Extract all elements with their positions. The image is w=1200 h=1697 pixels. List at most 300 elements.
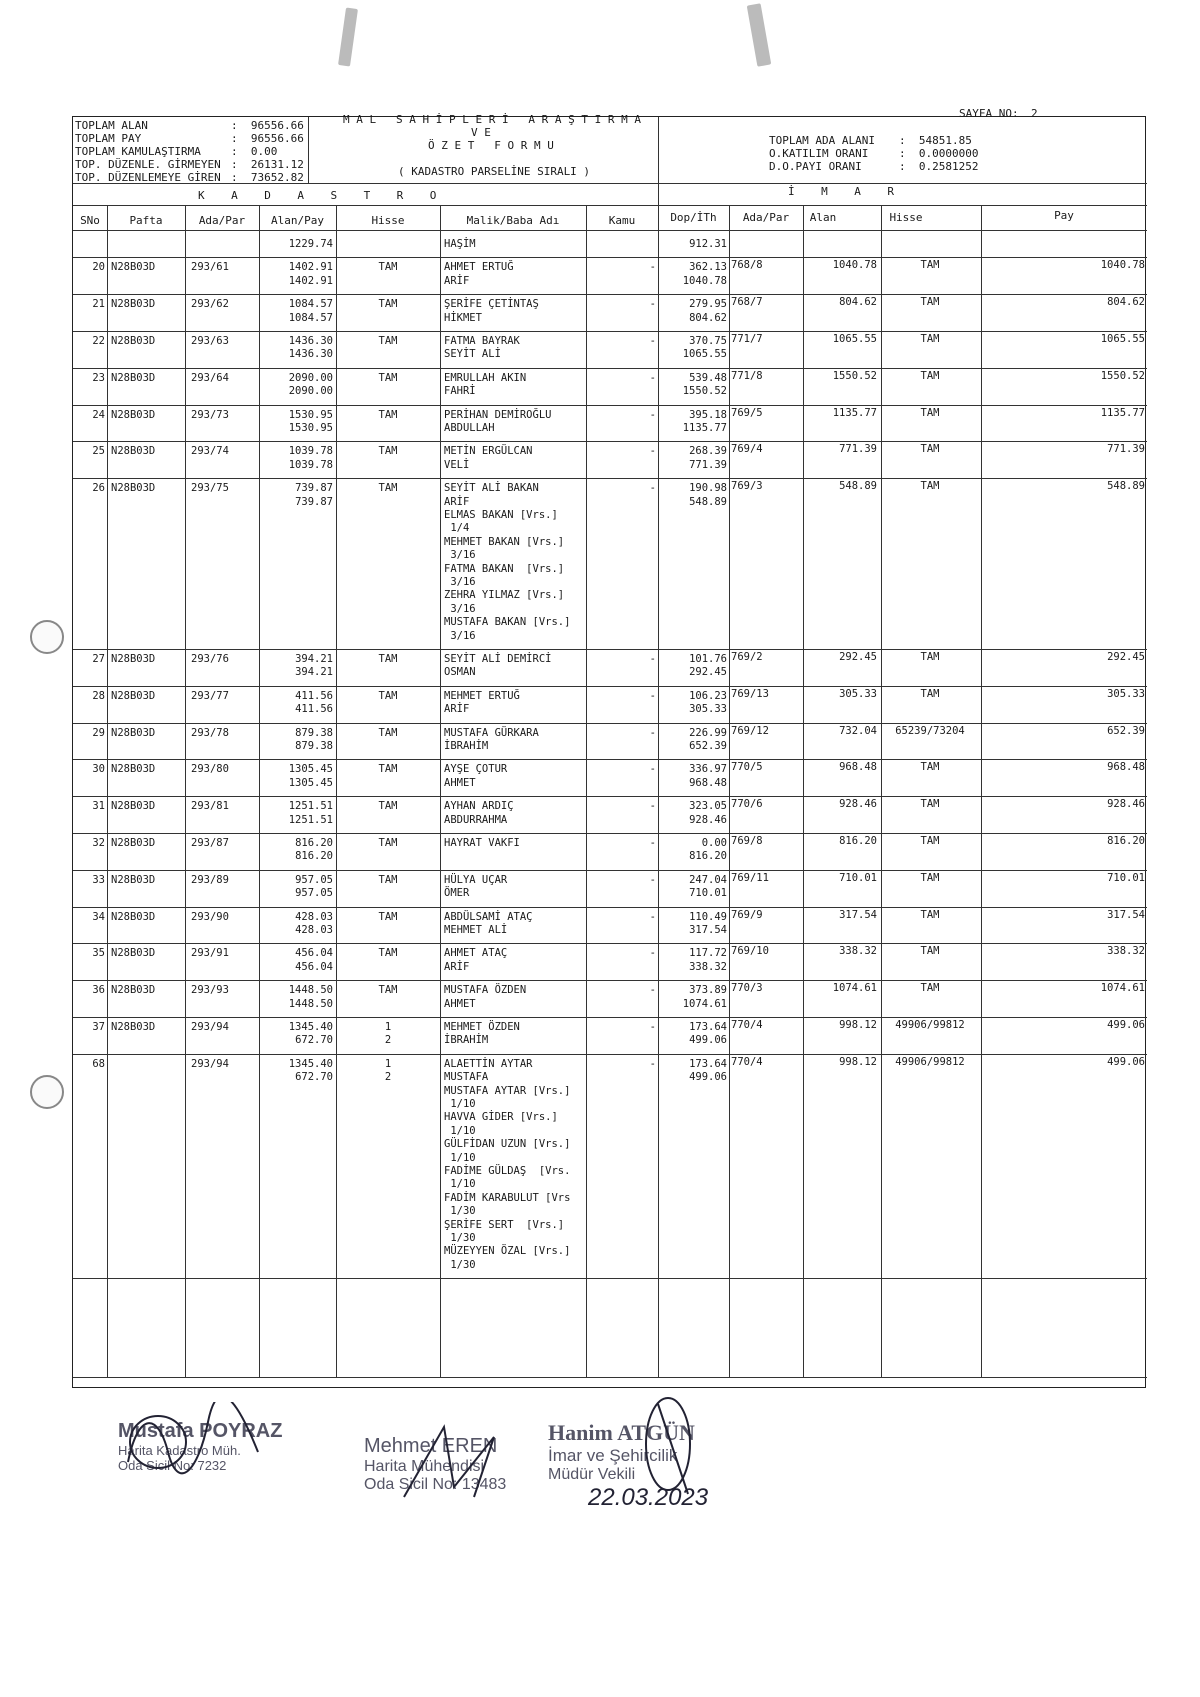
cell-sno: 35 bbox=[92, 947, 105, 960]
cell-iadapar: 769/5 bbox=[731, 406, 763, 419]
cell-iadapar: 770/4 bbox=[731, 1019, 763, 1031]
ada-info-label-1: O.KATILIM ORANI bbox=[769, 147, 869, 160]
cell-malik: FATMA BAYRAK SEYİT ALİ bbox=[444, 335, 520, 361]
table-row bbox=[73, 980, 1147, 1017]
table-row bbox=[73, 796, 1147, 833]
table-row bbox=[73, 649, 1147, 686]
cell-pafta: N28B03D bbox=[111, 873, 156, 886]
cell-sno: 27 bbox=[92, 653, 105, 665]
cell-pafta: N28B03D bbox=[111, 408, 156, 421]
cell-adapar: 293/90 bbox=[191, 910, 229, 923]
cell-malik: HAYRAT VAKFI bbox=[444, 837, 520, 849]
cell-kamu: - bbox=[649, 837, 656, 849]
cell-ialan: 998.12 bbox=[839, 1019, 877, 1031]
cell-iadapar: 770/6 bbox=[731, 798, 763, 811]
cell-malik: AYHAN ARDIÇ ABDURRAHMA bbox=[444, 800, 514, 826]
col-header-imar-pay: Pay bbox=[1054, 209, 1074, 222]
cell-alanpay: 739.87 739.87 bbox=[295, 482, 333, 508]
summary-value-0: : 96556.66 bbox=[231, 119, 304, 132]
cell-adapar: 293/94 bbox=[191, 1057, 229, 1070]
cell-iadapar: 769/8 bbox=[731, 835, 763, 847]
cell-sno: 32 bbox=[92, 837, 105, 849]
summary-values bbox=[231, 119, 304, 184]
cell-ipay: 928.46 bbox=[1107, 798, 1145, 811]
cell-sno: 68 bbox=[92, 1057, 105, 1070]
form-title-line3: Ö Z E T F O R M U bbox=[428, 139, 554, 152]
cell-kamu: - bbox=[649, 653, 656, 665]
table-row bbox=[73, 234, 1147, 257]
cell-alanpay: 1305.45 1305.45 bbox=[288, 763, 333, 789]
summary-value-2: : 0.00 bbox=[231, 145, 278, 158]
cell-kamu: - bbox=[649, 763, 656, 776]
cell-adapar: 293/80 bbox=[191, 763, 229, 776]
punch-hole-bottom bbox=[30, 1075, 64, 1109]
cell-ipay: 499.06 bbox=[1107, 1055, 1145, 1068]
cell-kamu: - bbox=[649, 371, 656, 384]
cell-adapar: 293/62 bbox=[191, 298, 229, 311]
table-row bbox=[73, 907, 1147, 944]
staple-mark-right bbox=[747, 3, 772, 66]
cell-alanpay: 1402.91 1402.91 bbox=[288, 261, 333, 287]
cell-hisse: TAM bbox=[378, 763, 398, 776]
cell-malik: MUSTAFA ÖZDEN AHMET bbox=[444, 984, 527, 1010]
cell-pafta: N28B03D bbox=[111, 763, 156, 776]
cell-kamu: - bbox=[649, 408, 656, 421]
cell-alanpay: 1436.30 1436.30 bbox=[288, 335, 333, 361]
column-header-divider bbox=[73, 230, 1147, 231]
cell-ihisse: TAM bbox=[920, 687, 940, 700]
cell-hisse: TAM bbox=[378, 910, 398, 923]
cell-malik: AHMET ATAÇ ARİF bbox=[444, 947, 508, 973]
cell-dop: 117.72 338.32 bbox=[689, 947, 727, 973]
cell-hisse: TAM bbox=[378, 947, 398, 960]
col-header-imar-alan: Alan bbox=[809, 211, 837, 224]
cell-alanpay: 1084.57 1084.57 bbox=[288, 298, 333, 324]
cell-ialan: 710.01 bbox=[839, 871, 877, 884]
cell-ihisse: TAM bbox=[920, 259, 940, 272]
cell-pafta: N28B03D bbox=[111, 335, 156, 347]
cell-adapar: 293/64 bbox=[191, 371, 229, 384]
col-header-sno: SNo bbox=[80, 214, 100, 227]
cell-ihisse: TAM bbox=[920, 798, 940, 811]
cell-kamu: - bbox=[649, 261, 656, 274]
cell-dop: 336.97 968.48 bbox=[689, 763, 727, 789]
cell-malik: SEYİT ALİ DEMİRCİ OSMAN bbox=[444, 653, 552, 679]
cell-sno: 23 bbox=[92, 371, 105, 384]
summary-value-3: : 26131.12 bbox=[231, 158, 304, 171]
cell-iadapar: 771/8 bbox=[731, 369, 763, 382]
section-divider bbox=[73, 205, 1147, 206]
cell-ipay: 548.89 bbox=[1107, 480, 1145, 493]
cell-sno: 28 bbox=[92, 689, 105, 702]
cell-ihisse: TAM bbox=[920, 982, 940, 995]
summary-label-3: TOP. DÜZENLE. GİRMEYEN bbox=[75, 158, 221, 171]
cell-ialan: 998.12 bbox=[839, 1055, 877, 1068]
header-separator-left bbox=[308, 117, 309, 183]
cell-sno: 22 bbox=[92, 335, 105, 347]
cell-dop: 0.00 816.20 bbox=[689, 837, 727, 863]
cell-dop: 539.48 1550.52 bbox=[682, 371, 727, 398]
cell-adapar: 293/81 bbox=[191, 800, 229, 813]
table-row bbox=[73, 1054, 1147, 1278]
cell-kamu: - bbox=[649, 445, 656, 458]
cell-adapar: 293/75 bbox=[191, 482, 229, 495]
cell-ihisse: TAM bbox=[920, 296, 940, 309]
cell-adapar: 293/73 bbox=[191, 408, 229, 421]
cell-dop: 101.76 292.45 bbox=[689, 653, 727, 679]
cell-iadapar: 769/10 bbox=[731, 945, 769, 958]
signature-1-scribble bbox=[118, 1402, 298, 1482]
cell-ihisse: TAM bbox=[920, 651, 940, 663]
cell-kamu: - bbox=[649, 984, 656, 997]
cell-kamu: - bbox=[649, 1057, 656, 1070]
cell-malik: AYŞE ÇOTUR AHMET bbox=[444, 763, 508, 789]
cell-pafta: N28B03D bbox=[111, 445, 156, 458]
cell-ihisse: TAM bbox=[920, 945, 940, 958]
cell-dop: 323.05 928.46 bbox=[689, 800, 727, 826]
cell-iadapar: 769/3 bbox=[731, 480, 763, 493]
cell-iadapar: 769/13 bbox=[731, 687, 769, 700]
cell-dop: 268.39 771.39 bbox=[689, 445, 727, 471]
cell-sno: 24 bbox=[92, 408, 105, 421]
cell-malik: MUSTAFA GÜRKARA İBRAHİM bbox=[444, 726, 539, 752]
table-bottom-line bbox=[73, 1377, 1147, 1378]
cell-malik: ŞERİFE ÇETİNTAŞ HİKMET bbox=[444, 298, 539, 324]
cell-adapar: 293/93 bbox=[191, 984, 229, 997]
cell-alanpay: 957.05 957.05 bbox=[295, 873, 333, 900]
table-row bbox=[73, 331, 1147, 368]
summary-labels bbox=[75, 119, 221, 184]
cell-hisse: TAM bbox=[378, 837, 398, 849]
table-row bbox=[73, 870, 1147, 907]
cell-alanpay: 1448.50 1448.50 bbox=[288, 984, 333, 1010]
header-divider bbox=[73, 183, 1147, 184]
ada-info-values bbox=[899, 134, 978, 173]
cell-adapar: 293/74 bbox=[191, 445, 229, 458]
cell-ialan: 1040.78 bbox=[832, 259, 877, 272]
cell-iadapar: 769/2 bbox=[731, 651, 763, 663]
page-number-value: 2 bbox=[1031, 107, 1038, 120]
cell-malik: METİN ERGÜLCAN VELİ bbox=[444, 445, 533, 471]
cell-ipay: 292.45 bbox=[1107, 651, 1145, 663]
cell-pafta: N28B03D bbox=[111, 653, 156, 665]
signature-3-date: 22.03.2023 bbox=[588, 1484, 709, 1511]
signature-3-title: İmar ve Şehircilik bbox=[548, 1446, 678, 1465]
signature-3-reg: Müdür Vekili bbox=[548, 1466, 636, 1483]
table-row bbox=[73, 686, 1147, 723]
section-imar: İ M A R bbox=[788, 185, 894, 198]
cell-kamu: - bbox=[649, 335, 656, 347]
cell-sno: 30 bbox=[92, 763, 105, 776]
cell-hisse: TAM bbox=[378, 984, 398, 997]
cell-ihisse: TAM bbox=[920, 908, 940, 921]
cell-alanpay: 411.56 411.56 bbox=[295, 689, 333, 716]
cell-kamu: - bbox=[649, 873, 656, 886]
col-header-pafta: Pafta bbox=[129, 214, 163, 227]
cell-alanpay: 1345.40 672.70 bbox=[288, 1021, 333, 1047]
col-header-dop: Dop/İTh bbox=[670, 211, 717, 224]
cell-iadapar: 770/3 bbox=[731, 982, 763, 995]
cell-malik: ABDÜLSAMİ ATAÇ MEHMET ALİ bbox=[444, 910, 533, 936]
table-row bbox=[73, 943, 1147, 980]
cell-pafta: N28B03D bbox=[111, 726, 156, 739]
cell-alanpay: 1039.78 1039.78 bbox=[288, 445, 333, 471]
cell-ialan: 317.54 bbox=[839, 908, 877, 921]
cell-ipay: 816.20 bbox=[1107, 835, 1145, 847]
col-header-imar-hisse: Hisse bbox=[889, 211, 923, 224]
cell-malik: HÜLYA UÇAR ÖMER bbox=[444, 873, 508, 900]
ada-info-label-2: D.O.PAYI ORANI bbox=[769, 160, 862, 173]
ada-info-label-0: TOPLAM ADA ALANI bbox=[769, 134, 875, 147]
cell-kamu: - bbox=[649, 1021, 656, 1033]
table-row bbox=[73, 368, 1147, 405]
cell-alanpay: 456.04 456.04 bbox=[295, 947, 333, 973]
cell-malik: EMRULLAH AKIN FAHRİ bbox=[444, 371, 527, 398]
cell-adapar: 293/87 bbox=[191, 837, 229, 849]
cell-sno: 37 bbox=[92, 1021, 105, 1033]
signature-3-name: Hanim ATGÜN bbox=[548, 1420, 695, 1445]
section-kadastro: K A D A S T R O bbox=[198, 189, 437, 202]
col-header-malik: Malik/Baba Adı bbox=[466, 214, 560, 227]
ada-info-value-0: : 54851.85 bbox=[899, 134, 972, 147]
cell-pafta: N28B03D bbox=[111, 689, 156, 702]
cell-ihisse: TAM bbox=[920, 333, 940, 345]
cell-ihisse: TAM bbox=[920, 406, 940, 419]
cell-ialan: 1550.52 bbox=[832, 369, 877, 382]
cell-pafta: N28B03D bbox=[111, 910, 156, 923]
col-header-adapar: Ada/Par bbox=[198, 214, 246, 227]
cell-ihisse: TAM bbox=[920, 761, 940, 774]
cell-dop: 226.99 652.39 bbox=[689, 726, 727, 752]
cell-ipay: 338.32 bbox=[1107, 945, 1145, 958]
col-header-hisse: Hisse bbox=[371, 214, 405, 227]
cell-malik: ALAETTİN AYTAR MUSTAFA MUSTAFA AYTAR [Vrs.] 1/10 HAVVA GİDER [Vrs.] 1/10 GÜLFİDAN UZUN [Vrs.] 1/10 FADİME GÜLDAŞ [Vrs. 1/10 FADİM KARABULUT [Vrs 1/30 ŞERİFE SERT [Vrs.] 1/30 MÜZEYYEN ÖZAL [Vrs.] 1/30 bbox=[444, 1057, 571, 1271]
cell-adapar: 293/61 bbox=[191, 261, 229, 274]
cell-malik: HAŞİM bbox=[444, 238, 476, 250]
ada-info-value-1: : 0.0000000 bbox=[899, 147, 979, 160]
cell-pafta: N28B03D bbox=[111, 1021, 156, 1033]
table-row bbox=[73, 294, 1147, 331]
cell-ipay: 317.54 bbox=[1107, 908, 1145, 921]
cell-pafta: N28B03D bbox=[111, 482, 156, 495]
cell-pafta: N28B03D bbox=[111, 837, 156, 849]
cell-dop: 247.04 710.01 bbox=[689, 873, 727, 900]
table-row bbox=[73, 405, 1147, 442]
cell-alanpay: 1229.74 bbox=[288, 238, 333, 250]
cell-dop: 173.64 499.06 bbox=[689, 1057, 727, 1084]
cell-ipay: 1550.52 bbox=[1100, 369, 1145, 382]
signature-block-1 bbox=[118, 1420, 298, 1473]
cell-sno: 21 bbox=[92, 298, 105, 311]
cell-iadapar: 768/8 bbox=[731, 259, 763, 272]
cell-ialan: 732.04 bbox=[839, 724, 877, 737]
cell-iadapar: 770/4 bbox=[731, 1055, 763, 1068]
cell-hisse: TAM bbox=[378, 482, 398, 495]
cell-kamu: - bbox=[649, 482, 656, 495]
signature-2-name: Mehmet EREN bbox=[364, 1435, 498, 1457]
cell-malik: MEHMET ÖZDEN İBRAHİM bbox=[444, 1021, 520, 1047]
cell-pafta: N28B03D bbox=[111, 298, 156, 311]
cell-hisse: TAM bbox=[378, 408, 398, 421]
cell-kamu: - bbox=[649, 910, 656, 923]
cell-malik: SEYİT ALİ BAKAN ARİF ELMAS BAKAN [Vrs.] 1/4 MEHMET BAKAN [Vrs.] 3/16 FATMA BAKAN [Vrs.] 3/16 ZEHRA YILMAZ [Vrs.] 3/16 MUSTAFA BAKAN [Vrs.] 3/16 bbox=[444, 482, 571, 642]
cell-ialan: 305.33 bbox=[839, 687, 877, 700]
cell-pafta: N28B03D bbox=[111, 800, 156, 813]
cell-pafta: N28B03D bbox=[111, 947, 156, 960]
signature-1-title: Harita Kadastro Müh. bbox=[118, 1443, 241, 1458]
signature-1-reg: Oda Sicil No: 7232 bbox=[118, 1458, 227, 1473]
cell-adapar: 293/78 bbox=[191, 726, 229, 739]
cell-adapar: 293/77 bbox=[191, 689, 229, 702]
header-separator-right bbox=[658, 117, 659, 183]
cell-sno: 31 bbox=[92, 800, 105, 813]
cell-kamu: - bbox=[649, 800, 656, 813]
cell-ipay: 968.48 bbox=[1107, 761, 1145, 774]
cell-hisse: TAM bbox=[378, 335, 398, 347]
cell-dop: 110.49 317.54 bbox=[689, 910, 727, 936]
form-sheet bbox=[72, 107, 1146, 1388]
cell-dop: 279.95 804.62 bbox=[689, 298, 727, 324]
cell-alanpay: 394.21 394.21 bbox=[295, 653, 333, 679]
form-title-line1: M A L S A H İ P L E R İ A R A Ş T I R M A bbox=[343, 113, 642, 126]
cell-hisse: TAM bbox=[378, 298, 398, 311]
cell-ipay: 652.39 bbox=[1107, 724, 1145, 737]
table-row bbox=[73, 723, 1147, 760]
cell-pafta: N28B03D bbox=[111, 261, 156, 274]
summary-label-1: TOPLAM PAY bbox=[75, 132, 142, 145]
cell-hisse: TAM bbox=[378, 726, 398, 739]
summary-value-1: : 96556.66 bbox=[231, 132, 304, 145]
summary-label-2: TOPLAM KAMULAŞTIRMA bbox=[75, 145, 201, 158]
cell-malik: PERİHAN DEMİROĞLU ABDULLAH bbox=[444, 408, 552, 434]
cell-ihisse: 65239/73204 bbox=[895, 724, 965, 737]
cell-kamu: - bbox=[649, 726, 656, 739]
cell-ihisse: 49906/99812 bbox=[895, 1055, 965, 1068]
cell-ihisse: TAM bbox=[920, 871, 940, 884]
cell-hisse: TAM bbox=[378, 261, 398, 274]
cell-dop: 395.18 1135.77 bbox=[682, 408, 727, 434]
summary-label-0: TOPLAM ALAN bbox=[75, 119, 148, 132]
cell-ialan: 1065.55 bbox=[832, 333, 877, 345]
cell-ipay: 305.33 bbox=[1107, 687, 1145, 700]
cell-ipay: 1065.55 bbox=[1100, 333, 1145, 345]
cell-sno: 26 bbox=[92, 482, 105, 495]
cell-ipay: 710.01 bbox=[1107, 871, 1145, 884]
cell-kamu: - bbox=[649, 298, 656, 311]
cell-pafta: N28B03D bbox=[111, 371, 156, 384]
cell-dop: 912.31 bbox=[689, 238, 727, 250]
cell-iadapar: 769/4 bbox=[731, 443, 763, 456]
cell-hisse: TAM bbox=[378, 800, 398, 813]
cell-ipay: 1040.78 bbox=[1100, 259, 1145, 272]
cell-ialan: 928.46 bbox=[839, 798, 877, 811]
ada-info-value-2: : 0.2581252 bbox=[899, 160, 979, 173]
page-number-label: SAYFA NO: bbox=[959, 107, 1019, 120]
cell-hisse: TAM bbox=[378, 371, 398, 384]
punch-hole-top bbox=[30, 620, 64, 654]
row-divider bbox=[73, 1278, 1147, 1279]
cell-ihisse: TAM bbox=[920, 835, 940, 847]
cell-adapar: 293/63 bbox=[191, 335, 229, 347]
signature-1-name: Mustafa POYRAZ bbox=[118, 1420, 283, 1442]
signature-2-reg: Oda Sicil No: 13483 bbox=[364, 1476, 507, 1493]
table-row bbox=[73, 833, 1147, 870]
signature-3-scribble bbox=[628, 1394, 728, 1504]
cell-ipay: 1074.61 bbox=[1100, 982, 1145, 995]
cell-ialan: 1135.77 bbox=[832, 406, 877, 419]
cell-sno: 33 bbox=[92, 873, 105, 886]
cell-sno: 25 bbox=[92, 445, 105, 458]
staple-mark-left bbox=[338, 7, 358, 66]
cell-hisse: TAM bbox=[378, 873, 398, 886]
cell-dop: 373.89 1074.61 bbox=[682, 984, 727, 1010]
cell-iadapar: 769/11 bbox=[731, 871, 769, 884]
cell-dop: 106.23 305.33 bbox=[689, 689, 727, 716]
cell-malik: AHMET ERTUĞ ARİF bbox=[444, 261, 514, 287]
cell-adapar: 293/94 bbox=[191, 1021, 229, 1033]
cell-ipay: 499.06 bbox=[1107, 1019, 1145, 1031]
cell-ihisse: TAM bbox=[920, 480, 940, 493]
cell-iadapar: 770/5 bbox=[731, 761, 763, 774]
cell-iadapar: 769/12 bbox=[731, 724, 769, 737]
cell-sno: 20 bbox=[92, 261, 105, 274]
cell-alanpay: 428.03 428.03 bbox=[295, 910, 333, 936]
cell-ipay: 771.39 bbox=[1107, 443, 1145, 456]
table-row bbox=[73, 257, 1147, 294]
cell-kamu: - bbox=[649, 689, 656, 702]
cell-hisse: TAM bbox=[378, 689, 398, 702]
signature-2-title: Harita Mühendisi bbox=[364, 1458, 485, 1475]
summary-value-4: : 73652.82 bbox=[231, 171, 304, 184]
cell-alanpay: 1345.40 672.70 bbox=[288, 1057, 333, 1084]
cell-dop: 190.98 548.89 bbox=[689, 482, 727, 508]
cell-alanpay: 816.20 816.20 bbox=[295, 837, 333, 863]
cell-kamu: - bbox=[649, 947, 656, 960]
summary-label-4: TOP. DÜZENLEMEYE GİREN bbox=[75, 171, 221, 184]
cell-dop: 370.75 1065.55 bbox=[682, 335, 727, 361]
cell-ialan: 338.32 bbox=[839, 945, 877, 958]
cell-ipay: 804.62 bbox=[1107, 296, 1145, 309]
cell-ihisse: 49906/99812 bbox=[895, 1019, 965, 1031]
cell-ihisse: TAM bbox=[920, 369, 940, 382]
table-row bbox=[73, 759, 1147, 796]
cell-iadapar: 768/7 bbox=[731, 296, 763, 309]
table-row bbox=[73, 1017, 1147, 1054]
col-header-imar-adapar: Ada/Par bbox=[742, 211, 790, 224]
col-header-alanpay: Alan/Pay bbox=[271, 214, 324, 227]
cell-hisse: TAM bbox=[378, 653, 398, 665]
cell-ialan: 804.62 bbox=[839, 296, 877, 309]
cell-hisse: 1 2 bbox=[384, 1021, 392, 1047]
cell-adapar: 293/89 bbox=[191, 873, 229, 886]
cell-adapar: 293/91 bbox=[191, 947, 229, 960]
cell-dop: 173.64 499.06 bbox=[689, 1021, 727, 1047]
cell-malik: MEHMET ERTUĞ ARİF bbox=[444, 689, 520, 716]
col-header-kamu: Kamu bbox=[608, 214, 636, 227]
cell-dop: 362.13 1040.78 bbox=[682, 261, 727, 287]
form-subtitle: ( KADASTRO PARSELİNE SIRALI ) bbox=[398, 165, 591, 178]
cell-alanpay: 1251.51 1251.51 bbox=[288, 800, 333, 826]
cell-ipay: 1135.77 bbox=[1100, 406, 1145, 419]
cell-sno: 34 bbox=[92, 910, 105, 923]
cell-adapar: 293/76 bbox=[191, 653, 229, 665]
ada-info-labels bbox=[769, 134, 875, 173]
cell-sno: 36 bbox=[92, 984, 105, 997]
cell-hisse: 1 2 bbox=[384, 1057, 392, 1084]
cell-alanpay: 1530.95 1530.95 bbox=[288, 408, 333, 434]
cell-ialan: 548.89 bbox=[839, 480, 877, 493]
cell-ialan: 771.39 bbox=[839, 443, 877, 456]
